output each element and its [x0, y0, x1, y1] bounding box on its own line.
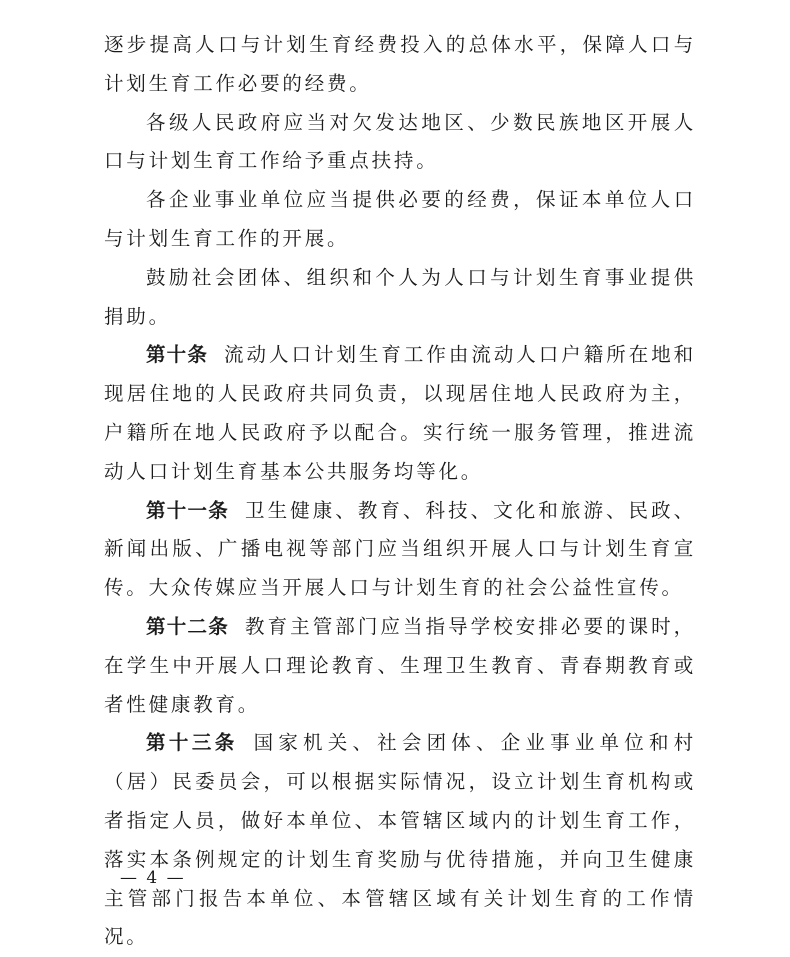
article-label: 第十条 — [146, 343, 209, 367]
article-10 — [104, 336, 696, 491]
article-text: 教育主管部门应当指导学校安排必要的课时，在学生中开展人口理论教育、生理卫生教育、青春期教育或者性健康教育。 — [104, 614, 696, 716]
article-13 — [104, 724, 696, 957]
paragraph-donations — [104, 259, 696, 337]
article-label: 第十三条 — [146, 731, 238, 755]
article-text: 流动人口计划生育工作由流动人口户籍所在地和现居住地的人民政府共同负责，以现居住地人民政府为主，户籍所在地人民政府予以配合。实行统一服务管理，推进流动人口计划生育基本公共服务均等化。 — [104, 343, 696, 483]
paragraph-text: 逐步提高人口与计划生育经费投入的总体水平，保障人口与计划生育工作必要的经费。 — [104, 33, 696, 95]
article-label: 第十一条 — [146, 498, 230, 522]
paragraph-funding-continuation — [104, 26, 696, 104]
paragraph-text: 各企业事业单位应当提供必要的经费，保证本单位人口与计划生育工作的开展。 — [104, 188, 696, 250]
document-body — [104, 26, 696, 957]
article-12 — [104, 608, 696, 724]
paragraph-text: 鼓励社会团体、组织和个人为人口与计划生育事业提供捐助。 — [104, 265, 696, 328]
article-label: 第十二条 — [146, 614, 230, 638]
paragraph-text: 各级人民政府应当对欠发达地区、少数民族地区开展人口与计划生育工作给予重点扶持。 — [104, 110, 696, 173]
article-11 — [104, 492, 696, 608]
paragraph-enterprise-funding — [104, 181, 696, 259]
paragraph-regional-support — [104, 104, 696, 182]
page-number: — 4 — — [120, 868, 186, 888]
article-text: 国家机关、社会团体、企业事业单位和村（居）民委员会，可以根据实际情况，设立计划生育机构或者指定人员，做好本单位、本管辖区域内的计划生育工作，落实本条例规定的计划生育奖励与优待措施，并向卫生健康主管部门报告本单位、本管辖区域有关计划生育的工作情况。 — [104, 731, 696, 949]
article-text: 卫生健康、教育、科技、文化和旅游、民政、新闻出版、广播电视等部门应当组织开展人口与计划生育宣传。大众传媒应当开展人口与计划生育的社会公益性宣传。 — [104, 498, 696, 600]
